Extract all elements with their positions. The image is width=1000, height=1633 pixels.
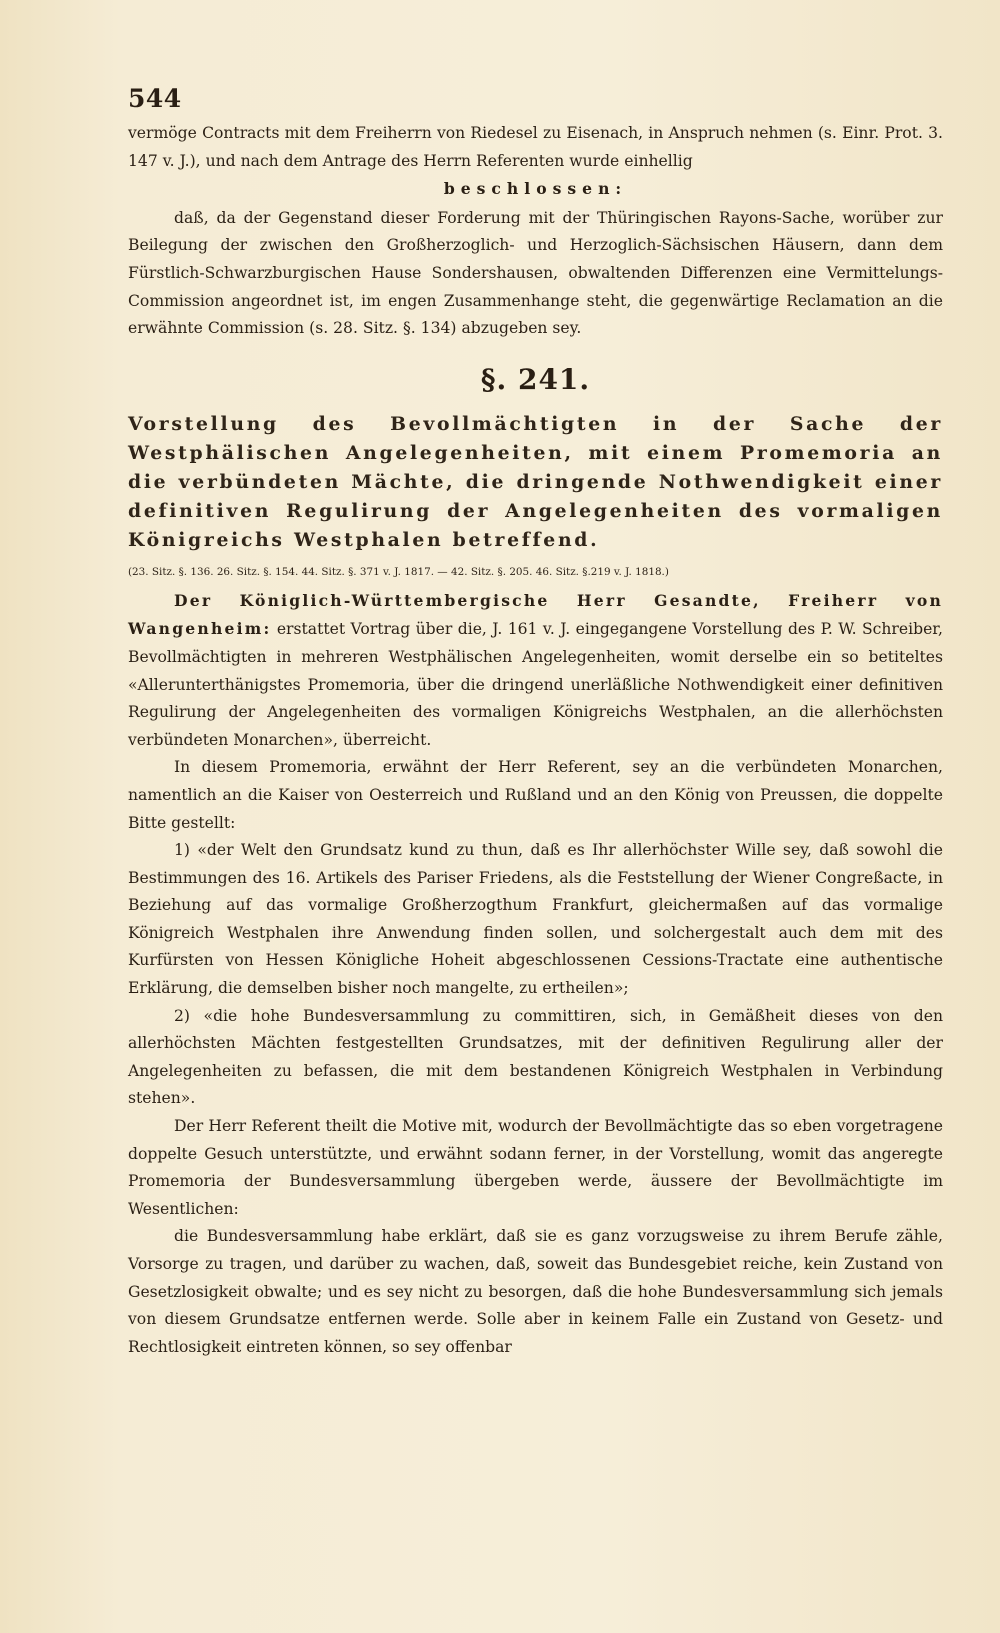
paragraph-final: die Bundesversammlung habe erklärt, daß sie es ganz vorzugsweise zu ihrem Berufe zähle, Vorsorge zu tragen, und darüber zu wachen, daß, soweit das Bundesgebiet reiche, kein Zustand von Gesetzlosigkeit obwalte; und es sey nicht zu besorgen, daß die hohe Bundesversammlung sich jemals von diesem Grundsatze entfernen werde. Solle aber in keinem Falle ein Zustand von Gesetz- und Rechtlosigkeit eintreten können, so sey offenbar	[128, 1227, 943, 1356]
page-number: 544	[128, 84, 182, 113]
envoy-text: erstattet Vortrag über die, J. 161 v. J. eingegangene Vorstellung des P. W. Schreiber, Bevollmächtigten in mehreren Westphälischen Angelegenheiten, womit derselbe ein so betiteltes «Allerunterthänigstes Promemoria, über die dringend unerläßliche Nothwendigkeit einer definitiven Regulirung der Angelegenheiten des vormaligen Königreichs Westphalen, an die allerhöchsten verbündeten Monarchen», überreicht.	[128, 620, 943, 749]
section-heading: Vorstellung des Bevollmächtigten in der Sache der Westphälischen Angelegenheiten, mit einem Promemoria an die verbündeten Mächte, die dringende Nothwendigkeit einer definitiven Regulirung der Angelegenheiten des vormaligen Königreichs Westphalen betreffend.	[128, 412, 943, 551]
paragraph-item-1: 1) «der Welt den Grundsatz kund zu thun, daß es Ihr allerhöchster Wille sey, daß sowohl die Bestimmungen des 16. Artikels des Pariser Friedens, als die Feststellung der Wiener Congreßacte, in Beziehung auf das vormalige Großherzogthum Frankfurt, gleichermaßen auf das vormalige Königreich Westphalen ihre Anwendung finden sollen, und solchergestalt auch dem mit des Kurfürsten von Hessen Königliche Hoheit abgeschlossenen Cessions-Tractate eine authentische Erklärung, die demselben bisher noch mangelte, zu ertheilen»;	[128, 841, 943, 998]
paragraph-item-2: 2) «die hohe Bundesversammlung zu committiren, sich, in Gemäßheit dieses von den allerhöchsten Mächten festgestellten Grundsatzes, mit der definitiven Regulirung aller der Angelegenheiten zu befassen, die mit dem bestandenen Königreich Westphalen in Verbindung stehen».	[128, 1006, 943, 1108]
resolved-label: beschlossen:	[443, 179, 628, 199]
paragraph-resolution: daß, da der Gegenstand dieser Forderung mit der Thüringischen Rayons-Sache, worüber zur Beilegung der zwischen den Großherzoglich- und Herzoglich-Sächsischen Häusern, dann dem Fürstlich-Schwarzburgischen Hause Sondershausen, obwaltenden Differenzen eine Vermittelungs-Commission angeordnet ist, im engen Zusammenhange steht, die gegenwärtige Reclamation an die erwähnte Commission (s. 28. Sitz. §. 134) abzugeben sey.	[128, 208, 943, 338]
paragraph-envoy	[128, 587, 943, 755]
section-number: §. 241.	[480, 362, 591, 396]
envoy-speaker: Der Königlich-Württembergische Herr Gesandte, Freiherr von Wangenheim:	[128, 590, 943, 639]
paragraph-intro: vermöge Contracts mit dem Freiherrn von Riedesel zu Eisenach, in Anspruch nehmen (s. Einr. Prot. 3. 147 v. J.), und nach dem Antrage des Herrn Referenten wurde einhellig	[128, 124, 943, 170]
page-body	[128, 120, 943, 1361]
section-sources: (23. Sitz. §. 136. 26. Sitz. §. 154. 44. Sitz. §. 371 v. J. 1817. — 42. Sitz. §. 205. 46. Sitz. §.219 v. J. 1818.)	[128, 565, 669, 578]
paragraph-promemoria: In diesem Promemoria, erwähnt der Herr Referent, sey an die verbündeten Monarchen, namentlich an die Kaiser von Oesterreich und Rußland und an den König von Preussen, die doppelte Bitte gestellt:	[128, 758, 943, 832]
paragraph-motives: Der Herr Referent theilt die Motive mit, wodurch der Bevollmächtigte das so eben vorgetragene doppelte Gesuch unterstützte, und erwähnt sodann ferner, in der Vorstellung, womit das angeregte Promemoria der Bundesversammlung übergeben werde, äussere der Bevollmächtigte im Wesentlichen:	[128, 1117, 943, 1218]
